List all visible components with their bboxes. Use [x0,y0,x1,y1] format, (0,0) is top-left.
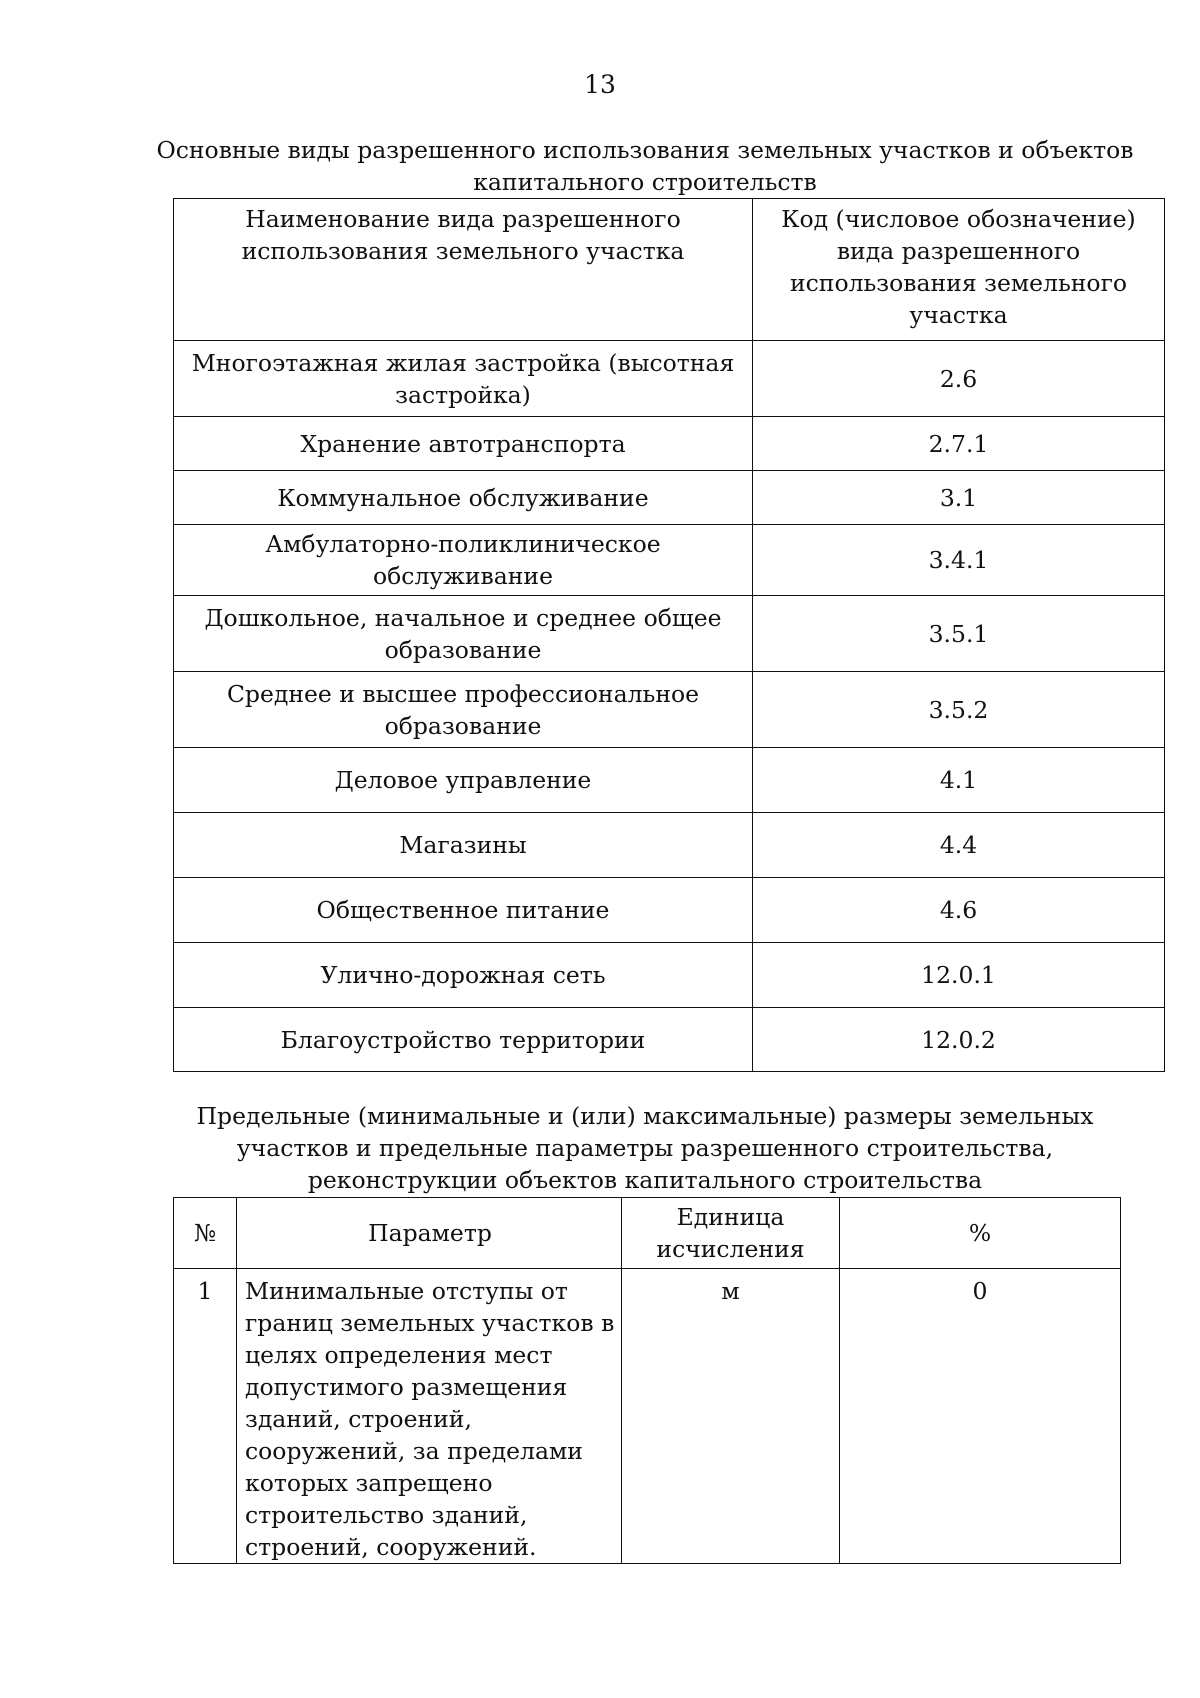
header-line: Код (числовое обозначение) [781,205,1136,233]
cell-name: Благоустройство территории [174,1008,753,1072]
table-row [174,943,1165,1008]
cell-code: 4.6 [753,878,1165,943]
land-use-types-table [173,198,1165,1072]
header-line: Наименование вида разрешенного [245,205,681,233]
page-number: 13 [584,70,616,99]
table-row [174,1008,1165,1072]
caption-line: Основные виды разрешенного использования земельных участков и объектов [156,136,1134,164]
header-line: вида разрешенного [836,237,1081,265]
header-line: исчисления [656,1235,805,1263]
cell-code: 12.0.1 [753,943,1165,1008]
table-row [174,878,1165,943]
cell-line: строительство зданий, [245,1501,528,1529]
cell-param [237,1269,622,1564]
header-line: участка [909,301,1008,329]
header-line: использования земельного [789,269,1128,297]
caption-line: капитального строительств [473,168,817,196]
cell-name: Улично-дорожная сеть [174,943,753,1008]
cell-code: 2.7.1 [753,417,1165,471]
table-row [174,341,1165,417]
caption-line: реконструкции объектов капитального строительства [307,1166,983,1194]
cell-line: Амбулаторно-поликлиническое [265,530,661,558]
table-row [174,813,1165,878]
header-line: использования земельного участка [241,237,685,265]
header-param: Параметр [237,1198,622,1269]
header-code [753,199,1165,341]
cell-line: образование [384,711,542,740]
cell-name: Хранение автотранспорта [174,417,753,471]
cell-line: Среднее и высшее профессиональное [226,679,700,708]
cell-line: сооружений, за пределами [245,1437,583,1465]
header-name [174,199,753,341]
cell-line: обслуживание [373,562,553,590]
cell-code: 3.5.1 [753,596,1165,672]
cell-line: строений, сооружений. [245,1533,537,1561]
cell-name [174,672,753,748]
table-row [174,748,1165,813]
header-unit [622,1198,840,1269]
cell-name: Коммунальное обслуживание [174,471,753,525]
cell-name [174,341,753,417]
cell-line: Дошкольное, начальное и среднее общее [204,603,722,632]
table-row [174,672,1165,748]
table-row [174,525,1165,596]
header-line: Единица [676,1203,785,1231]
cell-name: Деловое управление [174,748,753,813]
table-2-caption [150,1100,1140,1196]
cell-name [174,596,753,672]
cell-pct: 0 [840,1269,1121,1564]
cell-code: 12.0.2 [753,1008,1165,1072]
cell-name: Магазины [174,813,753,878]
table-header-row [174,199,1165,341]
table-row [174,1269,1121,1564]
cell-line: образование [384,635,542,664]
parameters-table [173,1197,1121,1564]
table-row [174,471,1165,525]
cell-line: допустимого размещения [245,1373,568,1401]
caption-line: Предельные (минимальные и (или) максимальные) размеры земельных [196,1102,1094,1130]
cell-code: 4.1 [753,748,1165,813]
table-1-caption [150,134,1140,198]
cell-name: Общественное питание [174,878,753,943]
caption-line: участков и предельные параметры разрешенного строительства, [236,1134,1054,1162]
cell-line: целях определения мест [245,1341,553,1369]
cell-name [174,525,753,596]
header-num: № [174,1198,237,1269]
cell-unit: м [622,1269,840,1564]
cell-line: застройка) [395,380,531,409]
cell-code: 3.1 [753,471,1165,525]
cell-line: Многоэтажная жилая застройка (высотная [191,348,735,377]
table-row [174,417,1165,471]
cell-code: 3.5.2 [753,672,1165,748]
cell-code: 3.4.1 [753,525,1165,596]
cell-line: которых запрещено [245,1469,493,1497]
table-header-row [174,1198,1121,1269]
cell-code: 2.6 [753,341,1165,417]
cell-line: Минимальные отступы от [245,1277,568,1305]
header-pct: % [840,1198,1121,1269]
cell-line: границ земельных участков в [245,1309,615,1337]
cell-code: 4.4 [753,813,1165,878]
cell-line: зданий, строений, [245,1405,472,1433]
table-row [174,596,1165,672]
cell-num: 1 [174,1269,237,1564]
